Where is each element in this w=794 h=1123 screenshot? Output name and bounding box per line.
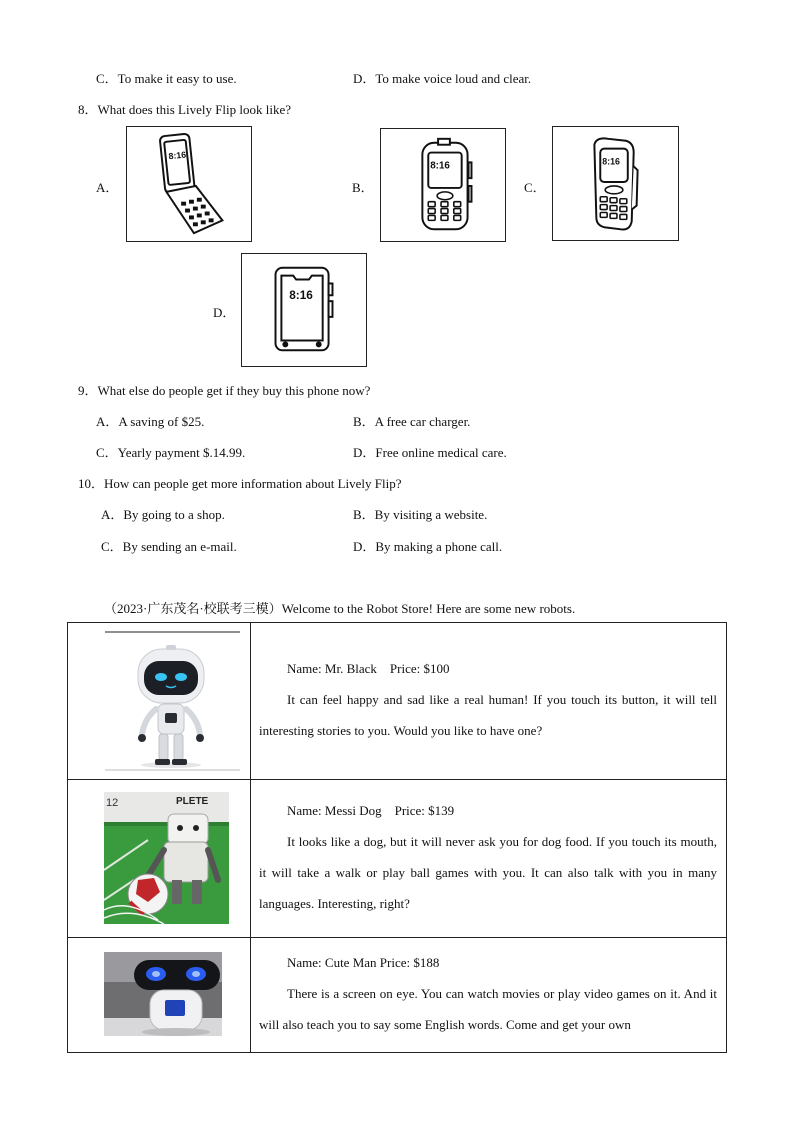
robot-table (67, 622, 727, 1053)
robot-description: There is a screen on eye. You can watch movies or play video games on it. And it will also teach you to say some English words. Come and get your own (259, 985, 717, 1032)
q9-question: 9．What else do people get if they buy this phone now? (78, 383, 371, 398)
q9-option-b: B．A free car charger. (353, 414, 471, 429)
photo-text-right: PLETE (176, 796, 209, 807)
robot-description: It looks like a dog, but it will never ask you for dog food. If you touch its mouth, it will take a walk or play ball games with you. It can also talk with you in many languages. Interesting, right? (259, 833, 717, 911)
q8-label-b: B． (352, 180, 374, 195)
smartphone-screen-time: 8:16 (289, 289, 313, 303)
q10-option-c: C．By sending an e-mail. (101, 539, 237, 554)
robot-name-price: Name: Messi Dog Price: $139 (287, 802, 455, 818)
robot-description: It can feel happy and sad like a real human! If you touch its button, it will tell interesting stories to you. Would you like to have one? (259, 691, 717, 738)
q8-label-d: D． (213, 305, 236, 320)
robot-photo-cell (68, 780, 251, 938)
q7-option-d: D．To make voice loud and clear. (353, 71, 532, 86)
passage-intro: （2023·广东茂名·校联考三模）Welcome to the Robot Store! Here are some new robots. (104, 601, 576, 616)
candybar-screen-time: 8:16 (430, 160, 450, 172)
q9-option-a: A．A saving of $25. (96, 414, 205, 429)
robot-name-price: Name: Mr. Black Price: $100 (287, 660, 450, 676)
q10-question: 10．How can people get more information about Lively Flip? (78, 476, 402, 491)
q9-option-c: C．Yearly payment $.14.99. (96, 445, 246, 460)
candybar-phone-image (380, 128, 506, 242)
flip-phone-image (126, 126, 252, 242)
slim-candybar-phone-image (552, 126, 679, 241)
messi-dog-robot-image (68, 780, 250, 937)
table-row (68, 780, 727, 938)
table-row (68, 623, 727, 780)
q10-option-d: D．By making a phone call. (353, 539, 503, 554)
q10-option-b: B．By visiting a website. (353, 507, 488, 522)
robot-info-cell (251, 938, 727, 1053)
robot-photo-cell (68, 623, 251, 780)
smartphone-image (241, 253, 367, 367)
q8-label-a: A． (96, 180, 119, 195)
photo-text-left: 12 (106, 797, 119, 809)
flip-screen-time: 8:16 (168, 149, 187, 162)
robot-photo-cell (68, 938, 251, 1053)
q9-option-d: D．Free online medical care. (353, 445, 507, 460)
cute-man-robot-image (68, 938, 250, 1052)
q8-question: 8．What does this Lively Flip look like? (78, 102, 292, 117)
table-row (68, 938, 727, 1053)
robot-info-cell (251, 623, 727, 780)
q7-option-c: C．To make it easy to use. (96, 71, 237, 86)
robot-name-price: Name: Cute Man Price: $188 (287, 954, 440, 970)
q8-label-c: C． (524, 180, 546, 195)
mr-black-robot-image (68, 623, 250, 779)
slim-screen-time: 8:16 (602, 156, 620, 167)
q10-option-a: A．By going to a shop. (101, 507, 225, 522)
robot-info-cell (251, 780, 727, 938)
